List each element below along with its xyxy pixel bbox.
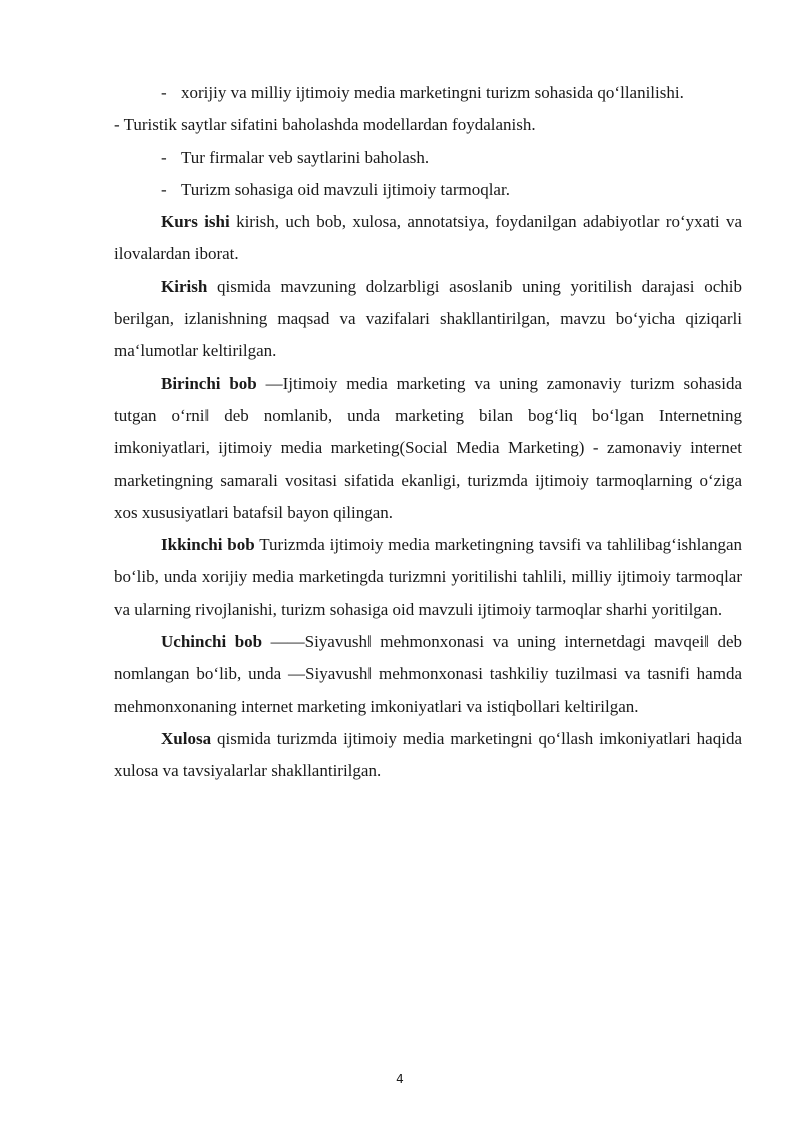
paragraph-birinchi-bob [114, 368, 742, 529]
paragraph-lead-term: Birinchi bob [161, 373, 257, 393]
list-dash: - [161, 147, 167, 167]
paragraph-lead-term: Xulosa [161, 728, 212, 748]
paragraph-lead-term: Uchinchi bob [161, 632, 263, 652]
paragraph-text: ―Ijtimoiy media marketing va uning zamonaviy turizm sohasida tutgan o‘rni‖ deb nomlanib, unda marketing bilan bog‘liq bo‘lgan Internetning imkoniyatlari, ijtimoiy media marketing(Social Media Marketing) - zamonaviy internet marketingning samarali vositasi sifatida ekanligi, turizmda ijtimoiy tarmoqlarning o‘ziga xos xususiyatlari batafsil bayon qilingan. [114, 373, 742, 522]
paragraph-text: qismida turizmda ijtimoiy media marketingni qo‘llash imkoniyatlari haqida xulosa va tavsiyalarlar shakllantirilgan. [114, 728, 742, 781]
paragraph-kirish [114, 271, 742, 368]
list-item [114, 174, 742, 206]
paragraph-lead-term: Kirish [161, 276, 208, 296]
list-dash: - [161, 83, 167, 102]
list-item-text: xorijiy va milliy ijtimoiy media marketingni turizm sohasida qo‘llanilishi. [181, 83, 684, 102]
list-item [114, 142, 742, 174]
paragraph-xulosa [114, 723, 742, 788]
paragraph-text: kirish, uch bob, xulosa, annotatsiya, foydanilgan adabiyotlar ro‘yxati va ilovalardan iborat. [114, 212, 742, 264]
paragraph-kurs-ishi [114, 206, 742, 271]
paragraph-lead-term: Kurs ishi [161, 212, 230, 232]
list-item-text: Tur firmalar veb saytlarini baholash. [181, 147, 430, 167]
list-dash: - [161, 179, 167, 199]
list-item [114, 77, 742, 109]
paragraph-uchinchi-bob [114, 626, 742, 723]
list-item-text: Turizm sohasiga oid mavzuli ijtimoiy tarmoqlar. [181, 179, 510, 199]
list-item: - Turistik saytlar sifatini baholashda modellardan foydalanish. [114, 115, 536, 135]
paragraph-text: qismida mavzuning dolzarbligi asoslanib uning yoritilish darajasi ochib berilgan, izlanishning maqsad va vazifalari shakllantirilgan, mavzu bo‘yicha qiziqarli ma‘lumotlar keltirilgan. [114, 276, 742, 361]
paragraph-ikkinchi-bob [114, 529, 742, 626]
page-number: 4 [396, 1072, 404, 1086]
page-body [114, 77, 742, 788]
paragraph-lead-term: Ikkinchi bob [161, 535, 255, 555]
paragraph-text: ――Siyavush‖ mehmonxonasi va uning internetdagi mavqei‖ deb nomlangan bo‘lib, unda ―Siyavush‖ mehmonxonasi tashkiliy tuzilmasi va tasnifi hamda mehmonxonaning internet marketing imkoniyatlari va istiqbollari keltirilgan. [114, 632, 742, 716]
paragraph-text: Turizmda ijtimoiy media marketingning tavsifi va tahlilibag‘ishlangan bo‘lib, unda xorijiy media marketingda turizmni yoritilishi tahlili, milliy ijtimoiy tarmoqlar va ularning rivojlanishi, turizm sohasiga oid mavzuli ijtimoiy tarmoqlar sharhi yoritilgan. [114, 535, 742, 619]
